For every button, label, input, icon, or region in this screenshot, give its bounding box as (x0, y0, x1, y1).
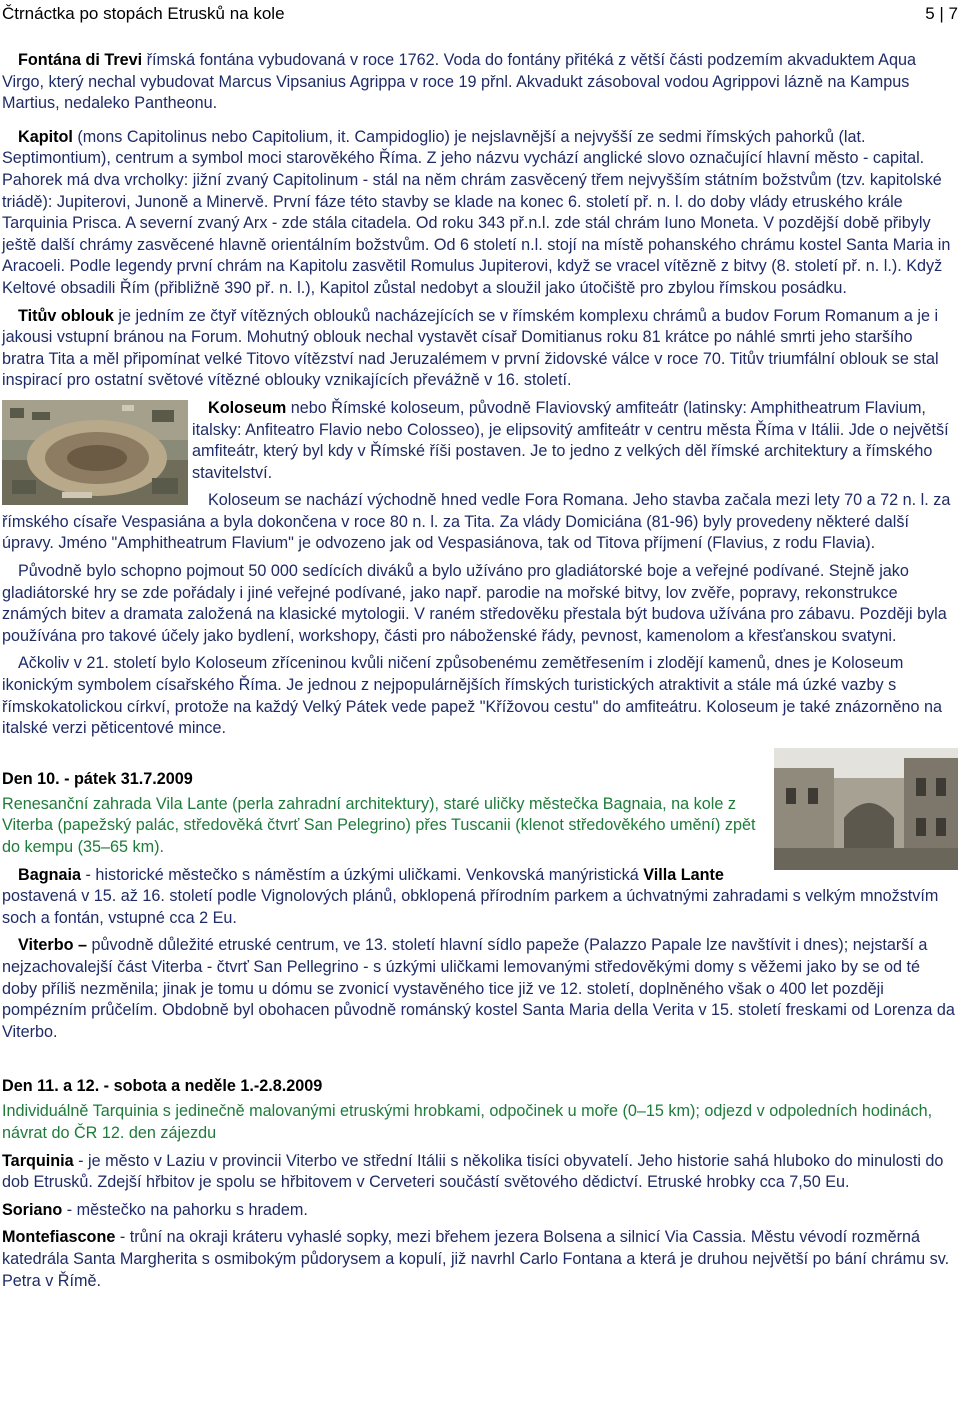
bagnaia-paragraph (2, 865, 958, 930)
tarquinia-text: - je město v Laziu v provincii Viterbo ve střední Itálii s několika tisíci obyvatelí. Jeho historie sahá hluboko do minulosti do dob Etrusků. Zdejší hřbitov je spolu se hřbitovem v Cerveteri součástí světového dědictví. Etruské hrobky cca 7,50 Eu. (2, 1151, 944, 1192)
day10-route: Renesanční zahrada Vila Lante (perla zahradní architektury), staré uličky městečka Bagnaia, na kole z Viterba (papežský palác, středověká čtvrť San Pelegrino) přes Tuscanii (klenot středověkého umění) zpět do kempu (35–65 km). (2, 794, 756, 856)
viterbo-text: původně důležité etruské centrum, ve 13. století hlavní sídlo papeže (Palazzo Papale lze navštívit i dnes); nejstarší a nejzachovalejší část Viterba - čtvrť San Pellegrino - s úzkými uličkami lemovanými středověkými domy s věžemi jako by se od té doby příliš nezměnila; jinak je tomu u dómu se zvonicí vystavěného tice již ve 12. století, doplněného však o 400 let později pompézním průčelím. Obdobně byl obohacen původně románský kostel Santa Maria della Verita v 15. století freskami od Lorenza da Viterbo. (2, 936, 955, 1041)
montefiascone-text: - trůní na okraji kráteru vyhaslé sopky, mezi břehem jezera Bolsena a silnicí Via Cassia. Městu vévodí rozměrná katedrála Santa Margherita s osmibokým půdorysem a kopulí, již navrhl Carlo Fontana a která je druhou největší po bání chrámu sv. Petra v Římě. (2, 1228, 950, 1290)
trevi-label: Fontána di Trevi (18, 51, 143, 69)
koloseum-p4-paragraph (2, 653, 958, 739)
day10-section (2, 748, 958, 1044)
tarquinia-paragraph (2, 1151, 958, 1194)
soriano-text: - městečko na pahorku s hradem. (62, 1200, 308, 1219)
viterbo-paragraph (2, 935, 958, 1043)
trevi-text: římská fontána vybudovaná v roce 1762. Voda do fontány přitéká z větší části podzemím akvaduktem Aqua Virgo, který nechal vybudovat Marcus Vipsanius Agrippa v roce 19 přnl. Akvadukt zásoboval vodou Agrippovi lázně na Kampus Martius, nedaleko Pantheonu. (2, 51, 916, 113)
page-number: 5 | 7 (925, 4, 958, 23)
koloseum-p1: nebo Římské koloseum, původně Flaviovský amfiteátr (latinsky: Amphitheatrum Flavium, italsky: Anfiteatro Flavio nebo Colosseo), je elipsovitý amfiteátr v centru města Říma v Itálii. Jde o největší amfiteátr, který byl kdy v Římské říši postaven. Je to jedno z velkých děl římské architektury a římského stavitelství. (192, 398, 949, 482)
montefiascone-paragraph (2, 1227, 958, 1292)
document-title: Čtrnáctka po stopách Etrusků na kole (2, 4, 285, 23)
montefiascone-label: Montefiascone (2, 1228, 116, 1247)
soriano-paragraph (2, 1200, 958, 1222)
koloseum-section (2, 398, 958, 740)
viterbo-label: Viterbo – (18, 936, 87, 955)
day11-heading: Den 11. a 12. - sobota a neděle 1.-2.8.2009 (2, 1077, 323, 1096)
day11-route: Individuálně Tarquinia s jedinečně malovanými etruskými hrobkami, odpočinek u moře (0–15 km); odjezd v odpoledních hodinách, návrat do ČR 12. den zájezdu (2, 1102, 933, 1142)
bagnaia-text-b: postavená v 15. až 16. století podle Vignolových plánů, obklopená přírodním parkem a úchvatnými zahradami s velkým množstvím soch a fontán, vstupné cca 2 Eu. (2, 887, 939, 927)
bagnaia-label: Bagnaia (18, 865, 81, 884)
kapitol-label: Kapitol (18, 127, 73, 146)
villa-lante-label: Villa Lante (643, 865, 724, 884)
koloseum-p2: Koloseum se nachází východně hned vedle Fora Romana. Jeho stavba začala mezi lety 70 a 72 n. l. za římského císaře Vespasiána a byla dokončena v roce 80 n. l. za Tita. Za vlády Domiciána (81-96) byly provedeny některé další úpravy. Jméno "Amphitheatrum Flavium" je odvozeno jak od Vespasiánova, tak od Titova příjmení (Flavius, z rodu Flavia). (2, 491, 951, 553)
viterbo-photo (774, 748, 958, 870)
tarquinia-label: Tarquinia (2, 1151, 74, 1170)
kapitol-text: (mons Capitolinus nebo Capitolium, it. Campidoglio) je nejslavnější a nejvyšší ze sedmi římských pahorků (lat. Septimontium), centrum a symbol moci starověkého Říma. Z jeho názvu vychází anglické slovo označující hlavní město - capital. Pahorek má dva vrcholky: jižní zvaný Capitolinum - stál na něm chrám zasvěcený třem nejvyšším státním božstvům (tzv. kapitolské triádě): Jupiterovi, Junoně a Minervě. První fáze této stavby se klade na konec 6. století př. n. l. do doby vlády etruského krále Tarquinia Prisca. A severní zvaný Arx - zde stála citadela. Od roku 343 př.n.l. zde stál chrám Iuno Moneta. V pozdější době přibyly ještě další chrámy zasvěcené hlavně orientálním božstvům. Od 6 století n.l. stojí na místě pohanského chrámu kostel Santa Maria in Aracoeli. Podle legendy první chrám na Kapitolu zasvětil Romulus Jupiterovi, když se vracel vítězně z bitvy (8. století př. n. l.). Když Keltové obsadili Řím (přibližně 390 př. n. l.), Kapitol zůstal nedobyt a sloužil jako útočiště pro zbylou římskou posádku. (2, 127, 951, 297)
koloseum-label: Koloseum (208, 398, 287, 417)
soriano-label: Soriano (2, 1200, 63, 1219)
titus-label: Titův oblouk (18, 306, 114, 325)
koloseum-p3-paragraph (2, 561, 958, 647)
day11-section (2, 1075, 958, 1292)
bagnaia-text-a: - historické městečko s náměstím a úzkými uličkami. Venkovská manýristická (80, 865, 644, 884)
titus-text: je jedním ze čtyř vítězných oblouků nacházejících se v římském komplexu chrámů a budov Forum Romanum a je i jakousi vstupní bránou na Forum. Mohutný oblouk nechal vystavět císař Domitianus roku 81 krátce po náhlé smrti jeho staršího bratra Tita a měl připomínat velké Titovo vítězství nad Jeruzalémem v první židovské válce v roce 70. Titův triumfální oblouk se stal inspirací pro ostatní světové vítězné oblouky vznikajících převážně v 16. století. (2, 306, 939, 390)
koloseum-p4: Ačkoliv v 21. století bylo Koloseum zříceninou kvůli ničení způsobenému zemětřesením i zlodějí kamenů, dnes je Koloseum ikonickým symbolem císařského Říma. Je jednou z nejpopulárnějších římských turistických atraktivit a stále má úzké vazby s římskokatolickou církví, protože na každý Velký Pátek vede papež "Křížovou cestu" do amfiteátru. Koloseum je také znázorněno na italské verzi pěticentové mince. (2, 654, 943, 738)
day10-heading: Den 10. - pátek 31.7.2009 (2, 769, 193, 788)
page-header (2, 0, 958, 28)
colosseum-photo (2, 400, 188, 505)
koloseum-p3: Původně bylo schopno pojmout 50 000 sedících diváků a bylo užíváno pro gladiátorské boje a veřejné podívané. Stejně jako gladiátorské hry se zde pořádaly i jiné veřejné podívané, jako např. parodie na mořské bitvy, lov zvěře, popravy, rekonstrukce známých bitev a dramata založená na klasické mytologii. V raném středověku přestala být budova užívána pro zábavu. Později byla používána pro takové účely jako bydlení, workshopy, části pro náboženské řády, pevnost, kamenolom a křesťanskou svatyni. (2, 562, 947, 645)
titus-paragraph (2, 306, 958, 392)
kapitol-paragraph (2, 127, 958, 300)
trevi-paragraph (2, 50, 958, 115)
